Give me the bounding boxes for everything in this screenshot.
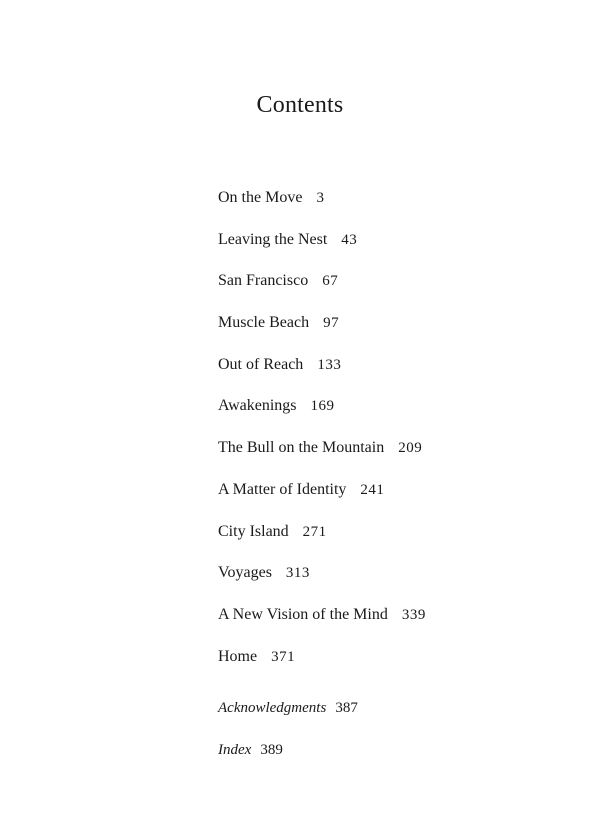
page-number: 339: [401, 606, 426, 623]
chapter-title: A Matter of Identity: [218, 480, 347, 498]
page-number: 3: [316, 190, 325, 206]
toc-entry: [218, 520, 426, 562]
page-number: 389: [260, 742, 283, 758]
page-number: 313: [285, 565, 310, 582]
toc-entry: [218, 478, 426, 520]
chapter-title: San Francisco: [218, 272, 309, 290]
chapter-title: Home: [218, 647, 258, 665]
back-matter-title: Index: [218, 742, 252, 758]
chapter-title: City Island: [218, 522, 289, 540]
page-number: 133: [317, 356, 342, 373]
back-matter-entry: [218, 738, 358, 780]
toc-entry: [218, 561, 426, 603]
page-number: 371: [271, 648, 296, 665]
toc-entry: [218, 645, 426, 687]
page-title: Contents: [256, 92, 344, 118]
toc-entry: [218, 394, 426, 436]
toc-entry: [218, 603, 426, 645]
chapter-title: Out of Reach: [218, 355, 304, 373]
chapter-title: The Bull on the Mountain: [218, 439, 385, 457]
toc-entry: [218, 353, 426, 395]
back-matter-title: Acknowledgments: [218, 700, 327, 716]
chapter-title: Leaving the Nest: [218, 230, 328, 248]
toc-entry: [218, 186, 426, 228]
chapter-title: On the Move: [218, 189, 303, 206]
page-number: 97: [323, 315, 340, 332]
page-number: 43: [341, 231, 358, 248]
chapter-title: Muscle Beach: [218, 314, 310, 332]
chapter-title: A New Vision of the Mind: [218, 605, 388, 623]
toc-entry: [218, 311, 426, 353]
page-number: 209: [398, 440, 423, 457]
page-number: 387: [335, 700, 358, 716]
back-matter-list: [218, 696, 358, 780]
toc-entry: [218, 436, 426, 478]
table-of-contents: [218, 186, 426, 686]
page-number: 169: [310, 398, 335, 415]
page-number: 271: [302, 523, 327, 540]
back-matter-entry: [218, 696, 358, 738]
chapter-title: Awakenings: [218, 397, 297, 415]
toc-entry: [218, 269, 426, 311]
toc-entry: [218, 228, 426, 270]
page-number: 67: [322, 273, 339, 290]
chapter-title: Voyages: [218, 564, 272, 582]
page-number: 241: [360, 481, 385, 498]
